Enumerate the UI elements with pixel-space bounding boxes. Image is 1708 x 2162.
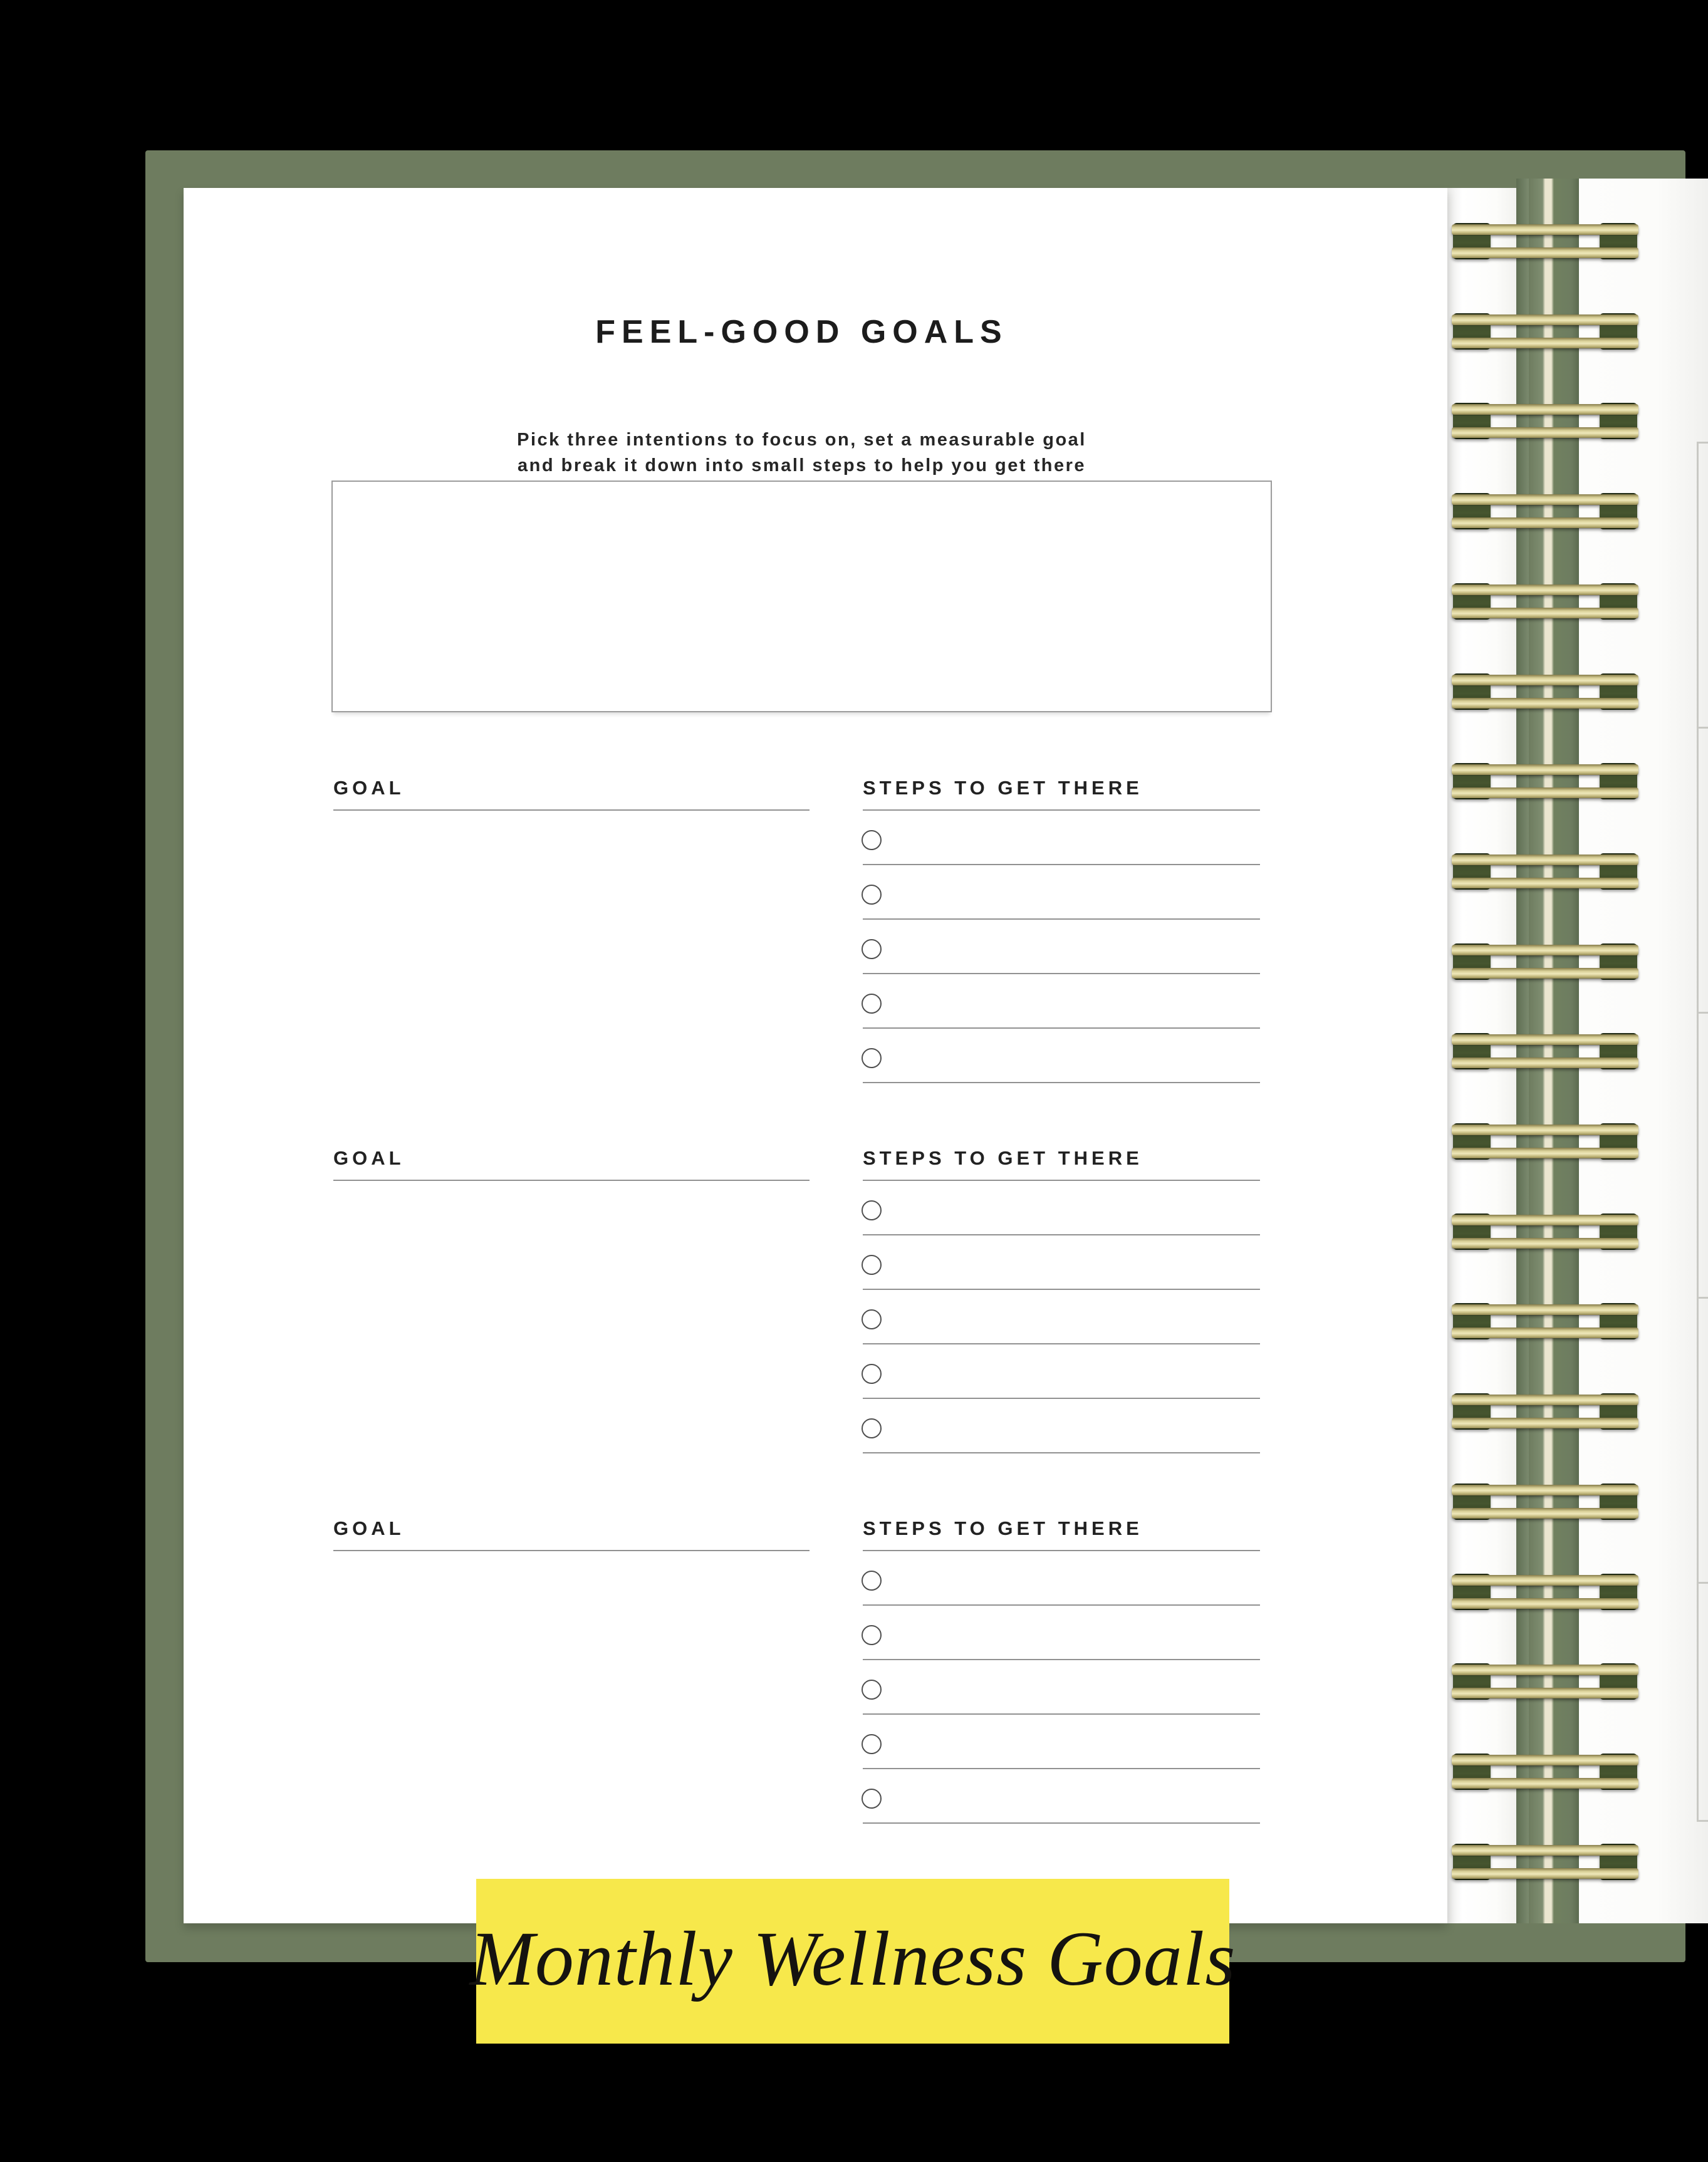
steps-label: STEPS TO GET THERE bbox=[863, 777, 1143, 799]
step-row bbox=[863, 1029, 1260, 1083]
tab-divider bbox=[1697, 1012, 1708, 1014]
step-circle-checkbox[interactable] bbox=[862, 1048, 882, 1068]
step-circle-checkbox[interactable] bbox=[862, 939, 882, 959]
step-circle-checkbox[interactable] bbox=[862, 830, 882, 850]
tab-divider bbox=[1697, 442, 1708, 444]
page-subtitle bbox=[331, 427, 1272, 479]
subtitle-line-1: Pick three intentions to focus on, set a measurable goal bbox=[517, 430, 1086, 450]
step-circle-checkbox[interactable] bbox=[862, 1255, 882, 1275]
binding-gap bbox=[1447, 188, 1516, 1923]
goal-input-line[interactable] bbox=[333, 1550, 810, 1551]
steps-column bbox=[863, 1517, 1260, 1540]
tab-divider bbox=[1697, 1820, 1708, 1822]
step-row bbox=[863, 1235, 1260, 1290]
steps-rows bbox=[863, 811, 1260, 1083]
steps-rows bbox=[863, 1181, 1260, 1453]
step-circle-checkbox[interactable] bbox=[862, 1789, 882, 1809]
goal-section bbox=[333, 1147, 1273, 1489]
goal-input-line[interactable] bbox=[333, 809, 810, 811]
step-circle-checkbox[interactable] bbox=[862, 1734, 882, 1754]
step-row bbox=[863, 1660, 1260, 1715]
step-circle-checkbox[interactable] bbox=[862, 1200, 882, 1220]
step-circle-checkbox[interactable] bbox=[862, 1680, 882, 1700]
intentions-notes-box[interactable] bbox=[331, 481, 1272, 712]
step-row bbox=[863, 865, 1260, 920]
step-circle-checkbox[interactable] bbox=[862, 1364, 882, 1384]
goal-section bbox=[333, 1517, 1273, 1859]
step-row bbox=[863, 1181, 1260, 1235]
tab-page bbox=[1579, 179, 1708, 1923]
banner bbox=[469, 1879, 1236, 2044]
tab-edge-line bbox=[1697, 442, 1699, 1820]
step-row bbox=[863, 1399, 1260, 1453]
step-row bbox=[863, 1715, 1260, 1769]
step-row bbox=[863, 1344, 1260, 1399]
steps-label: STEPS TO GET THERE bbox=[863, 1147, 1143, 1169]
step-row bbox=[863, 811, 1260, 865]
step-row bbox=[863, 1769, 1260, 1824]
goal-column bbox=[333, 1517, 810, 1540]
step-input-line[interactable] bbox=[863, 1822, 1260, 1824]
goals-page bbox=[184, 188, 1447, 1923]
tab-divider bbox=[1697, 727, 1708, 729]
step-circle-checkbox[interactable] bbox=[862, 1625, 882, 1645]
page-title: FEEL-GOOD GOALS bbox=[595, 314, 1008, 350]
side-tab-strip[interactable] bbox=[1579, 179, 1708, 1923]
goal-label: GOAL bbox=[333, 777, 405, 799]
banner-title: Monthly Wellness Goals bbox=[469, 1915, 1236, 2002]
step-row bbox=[863, 1290, 1260, 1344]
steps-column bbox=[863, 777, 1260, 799]
steps-rows bbox=[863, 1551, 1260, 1824]
goal-input-line[interactable] bbox=[333, 1180, 810, 1181]
goal-label: GOAL bbox=[333, 1147, 405, 1169]
goal-label: GOAL bbox=[333, 1517, 405, 1539]
step-row bbox=[863, 920, 1260, 974]
page-header bbox=[331, 188, 1272, 476]
step-input-line[interactable] bbox=[863, 1452, 1260, 1453]
step-row bbox=[863, 1551, 1260, 1606]
steps-label: STEPS TO GET THERE bbox=[863, 1517, 1143, 1539]
step-input-line[interactable] bbox=[863, 1082, 1260, 1083]
step-circle-checkbox[interactable] bbox=[862, 994, 882, 1014]
notebook-spine bbox=[1516, 179, 1579, 1923]
goal-column bbox=[333, 1147, 810, 1170]
goal-section bbox=[333, 777, 1273, 1118]
step-circle-checkbox[interactable] bbox=[862, 1571, 882, 1591]
step-circle-checkbox[interactable] bbox=[862, 1418, 882, 1438]
goal-column bbox=[333, 777, 810, 799]
tab-divider bbox=[1697, 1297, 1708, 1299]
step-row bbox=[863, 1606, 1260, 1660]
tab-divider bbox=[1697, 1582, 1708, 1584]
step-circle-checkbox[interactable] bbox=[862, 885, 882, 905]
subtitle-line-2: and break it down into small steps to help you get there bbox=[518, 455, 1086, 476]
step-circle-checkbox[interactable] bbox=[862, 1309, 882, 1329]
step-row bbox=[863, 974, 1260, 1029]
steps-column bbox=[863, 1147, 1260, 1170]
